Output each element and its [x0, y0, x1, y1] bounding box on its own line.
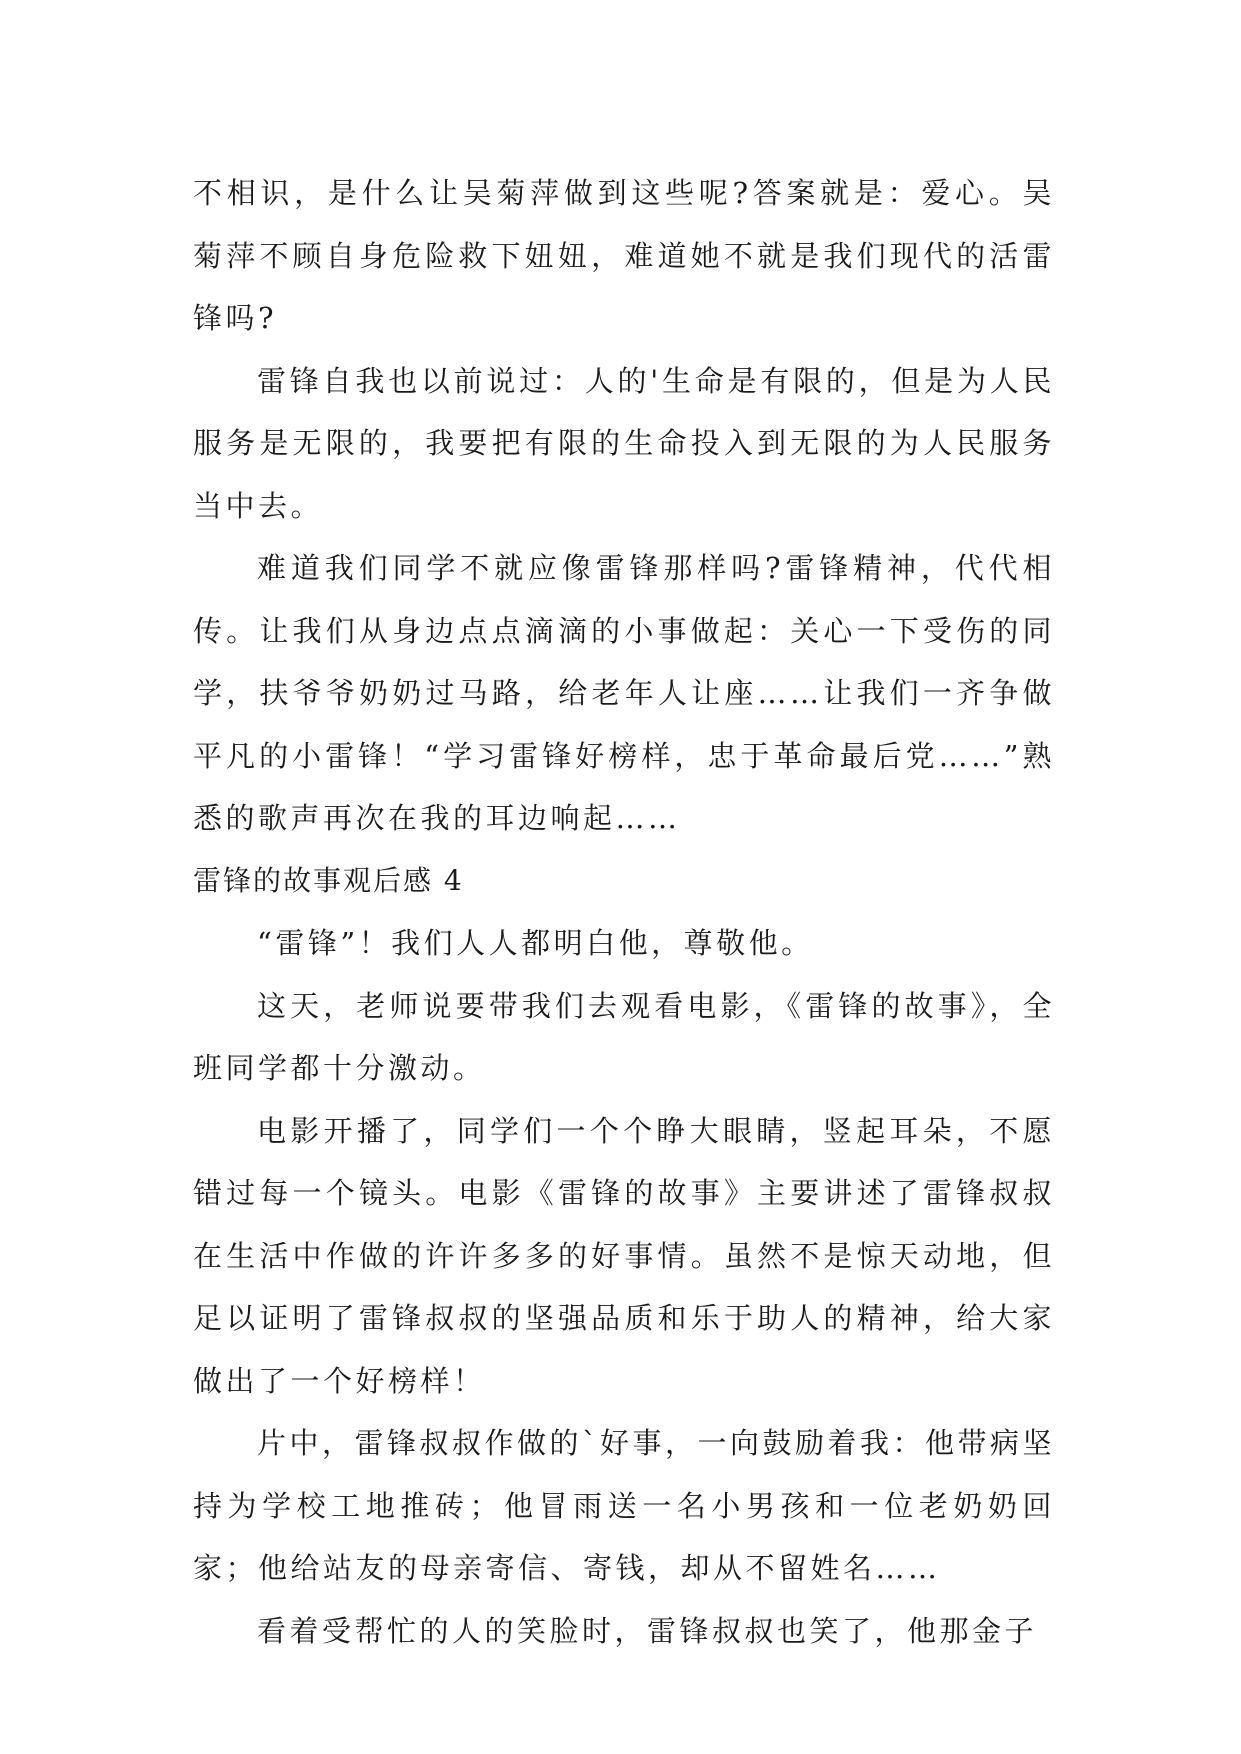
section-paragraph-2: 这天，老师说要带我们去观看电影，《雷锋的故事》，全班同学都十分激动。	[193, 988, 1055, 1085]
paragraph-1: 不相识，是什么让吴菊萍做到这些呢?答案就是：爱心。吴菊萍不顾自身危险救下妞妞，难道她不就是我们现代的活雷锋吗?	[193, 176, 1055, 335]
section-paragraph-4: 片中，雷锋叔叔作做的`好事，一向鼓励着我：他带病坚持为学校工地推砖；他冒雨送一名小男孩和一位老奶奶回家；他给站友的母亲寄信、寄钱，却从不留姓名……	[193, 1426, 1056, 1585]
paragraph-3: 难道我们同学不就应像雷锋那样吗?雷锋精神，代代相传。让我们从身边点点滴滴的小事做起：关心一下受伤的同学，扶爷爷奶奶过马路，给老年人让座……让我们一齐争做平凡的小雷锋！“学习雷锋好榜样，忠于革命最后党……”熟悉的歌声再次在我的耳边响起……	[193, 551, 1055, 835]
section-paragraph-1: “雷锋”！我们人人都明白他，尊敬他。	[257, 926, 814, 960]
section-paragraph-3: 电影开播了，同学们一个个睁大眼睛，竖起耳朵，不愿错过每一个镜头。电影《雷锋的故事》主要讲述了雷锋叔叔在生活中作做的许许多多的好事情。虽然不是惊天动地，但足以证明了雷锋叔叔的坚强品质和乐于助人的精神，给大家做出了一个好榜样！	[193, 1113, 1055, 1398]
section-paragraph-5: 看着受帮忙的人的笑脸时，雷锋叔叔也笑了，他那金子	[257, 1613, 1038, 1648]
paragraph-2: 雷锋自我也以前说过：人的'生命是有限的，但是为人民服务是无限的，我要把有限的生命投入到无限的为人民服务当中去。	[193, 363, 1055, 523]
section-title: 雷锋的故事观后感 4	[193, 863, 464, 897]
document-page	[193, 162, 1055, 1662]
